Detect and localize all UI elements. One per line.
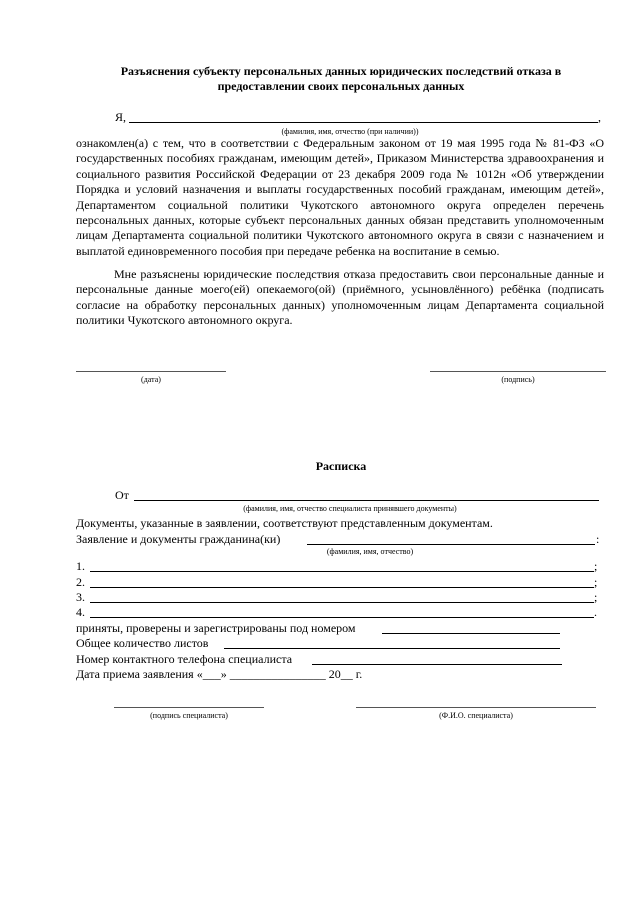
item-4-field[interactable]	[90, 617, 594, 618]
receipt-title: Расписка	[315, 459, 367, 473]
specialist-fio-field[interactable]	[356, 707, 596, 708]
fio-field[interactable]	[129, 122, 598, 123]
signature-caption: (подпись)	[501, 375, 535, 384]
from-field[interactable]	[134, 500, 599, 501]
paragraph-2-text: Мне разъяснены юридические последствия отказа предоставить свои персональные данные и персональные данные моего(ей) опекаемого(ой) (приёмного, усыновлённого) ребёнка (подписать согласие на обработку персональных данных) уполномоченным лицам Департамента социальной политики Чукотского автономного округа.	[76, 267, 604, 328]
item-2-field[interactable]	[90, 587, 594, 588]
item-2-number: 2.	[76, 575, 85, 589]
item-3-number: 3.	[76, 590, 85, 604]
specialist-signature-field[interactable]	[114, 707, 264, 708]
fio-caption: (фамилия, имя, отчество (при наличии))	[281, 127, 419, 136]
total-sheets-field[interactable]	[224, 648, 560, 649]
item-3-end: ;	[594, 590, 598, 604]
statement-caption: (фамилия, имя, отчество)	[326, 547, 414, 556]
phone-label: Номер контактного телефона специалиста	[76, 652, 293, 666]
signature-field[interactable]	[430, 371, 606, 372]
item-1-field[interactable]	[90, 571, 594, 572]
specialist-signature-caption: (подпись специалиста)	[150, 711, 228, 720]
item-2-end: ;	[594, 575, 598, 589]
statement-field[interactable]	[307, 544, 595, 545]
paragraph-2	[76, 267, 604, 329]
phone-field[interactable]	[312, 664, 562, 665]
ya-label: Я,	[115, 110, 127, 124]
item-3-field[interactable]	[90, 602, 594, 603]
docs-match-text: Документы, указанные в заявлении, соответствуют представленным документам.	[76, 516, 493, 530]
statement-label: Заявление и документы гражданина(ки)	[76, 532, 281, 546]
date-field[interactable]	[76, 371, 226, 372]
date-caption: (дата)	[141, 375, 161, 384]
from-caption: (фамилия, имя, отчество специалиста принявшего документы)	[243, 504, 457, 513]
accepted-label: приняты, проверены и зарегистрированы под номером	[76, 621, 356, 635]
specialist-fio-caption: (Ф.И.О. специалиста)	[439, 711, 513, 720]
item-1-number: 1.	[76, 559, 85, 573]
statement-end: :	[596, 532, 600, 546]
fio-field-end: ,	[598, 110, 601, 124]
registration-number-field[interactable]	[382, 633, 560, 634]
item-1-end: ;	[594, 559, 598, 573]
from-label: От	[115, 488, 129, 502]
item-4-number: 4.	[76, 605, 85, 619]
item-4-end: .	[594, 605, 597, 619]
paragraph-1: ознакомлен(а) с тем, что в соответствии с Федеральным законом от 19 мая 1995 года № 81-ФЗ «О государственных пособиях гражданам, имеющим детей», Приказом Министерства здравоохранения и социального развития Российской Федерации от 23 декабря 2009 года № 1012н «Об утверждении Порядка и условий назначения и выплаты государственных пособий гражданам, имеющим детей», Департаментом социальной политики Чукотского автономного округа определен перечень персональных данных, которые субъект персональных данных обязан представить уполномоченным лицам Департамента социальной политики Чукотского автономного округа в связи с назначением и выплатой единовременного пособия при передаче ребенка на воспитание в семью.	[76, 136, 604, 258]
total-sheets-label: Общее количество листов	[76, 636, 209, 650]
document-title: Разъяснения субъекту персональных данных юридических последствий отказа в предоставлении своих персональных данных	[120, 64, 562, 93]
acceptance-date-line[interactable]: Дата приема заявления «___» ________________ 20__ г.	[76, 667, 363, 681]
